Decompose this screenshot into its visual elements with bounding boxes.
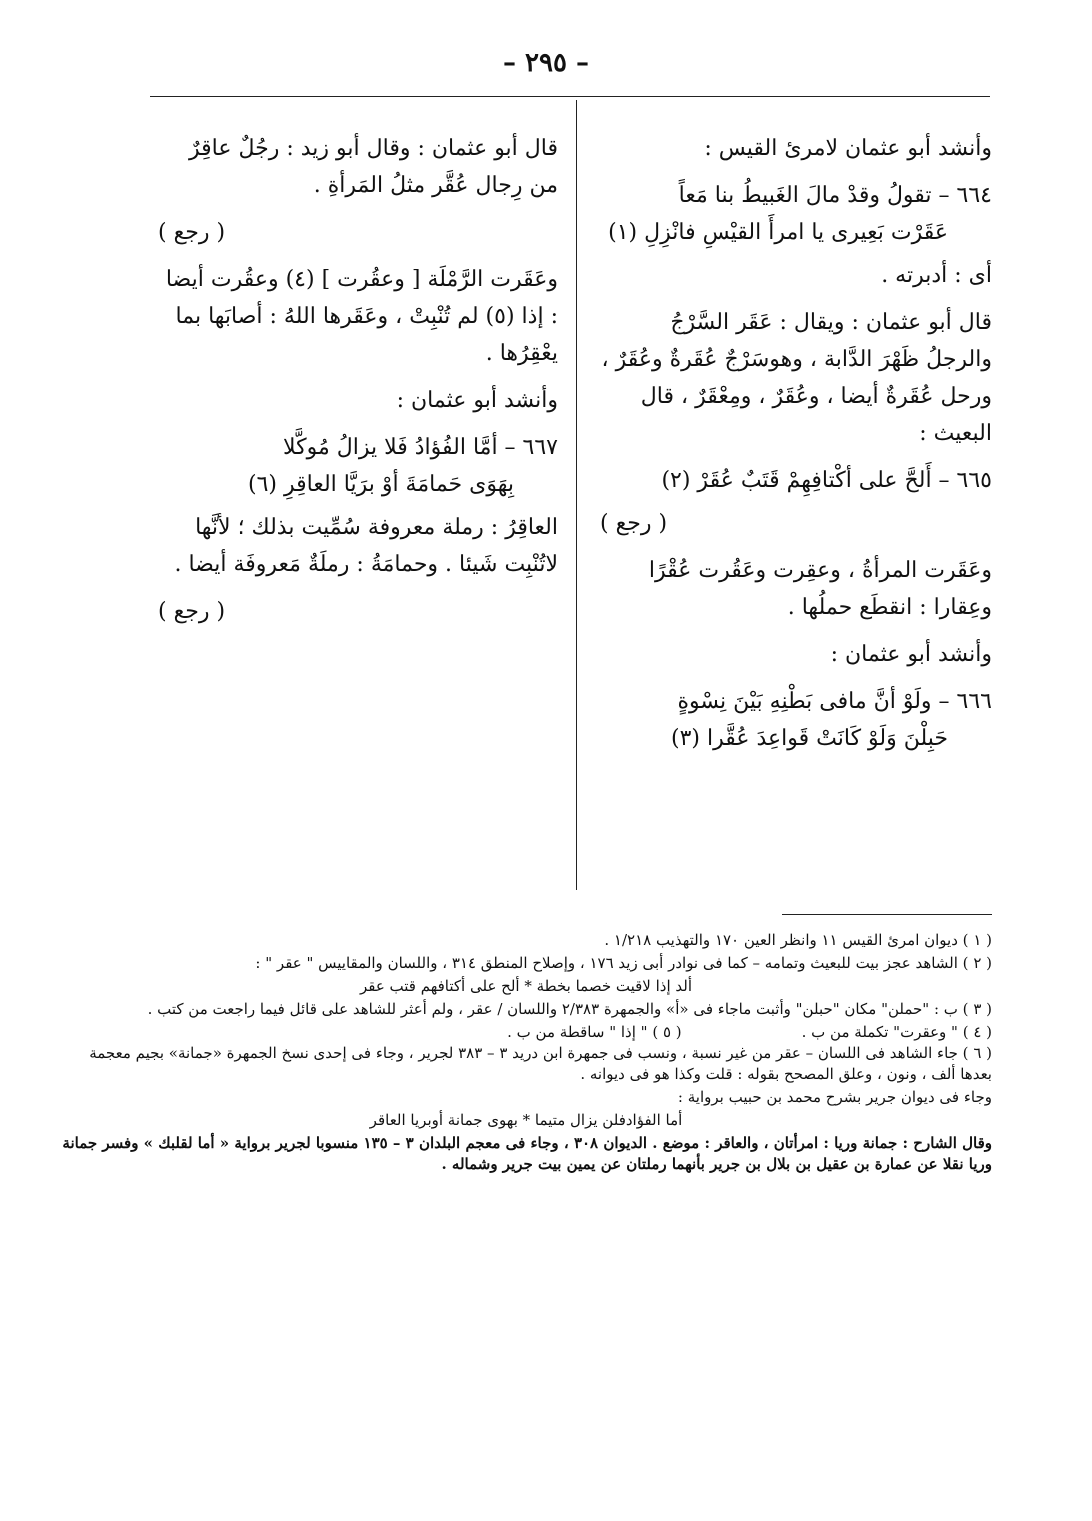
paragraph: العاقِرُ : رملة معروفة سُمِّيت بذلك ؛ لأنَّها لاتُنْبِت شَيئا . وحمامَةُ : رملَةٌ مَعروفَة أيضا . [174,515,558,577]
footnote-row-4-5 [60,1022,992,1043]
paragraph: قال أبو عثمان : وقال أبو زيد : رجُلٌ عاقِرٌ من رِجال عُقَّر مثلُ المَرأةِ . [188,136,558,198]
paragraph: وأنشد أبو عثمان : [396,388,558,413]
verse-line: حَبِلْنَ وَلَوْ كَانَتْ قَواعِدَ عُقَّرا (٣) [670,726,948,751]
page-number: – ٢٩٥ – [502,48,590,78]
paragraph: وأنشد أبو عثمان : [830,642,992,667]
header-rule [150,96,990,97]
footnote-6: ( ٦ ) جاء الشاهد فى اللسان – عقر من غير نسبة ، ونسب فى جمهرة ابن دريد ٣ – ٣٨٣ لجرير ، وجاء فى إحدى نسخ الجمهرة «جمانة» بجيم معجمة بعدها ألف ، ونون ، وعلق المصحح بقوله : قلت وكذا هو فى ديوانه . [89,1044,992,1083]
footnote-6-commentary: وقال الشارح : جمانة وريا : امرأتان ، والعاقر : موضع . الديوان ٣٠٨ ، وجاء فى معجم البلدان ٣ – ١٣٥ منسوبا لجرير برواية « أما لقلبك » وفسر جمانة وريا نقلا عن عمارة بن عقيل بن بلال بن جرير بأنهما رملتان عن يمين بيت جرير وشماله . [62,1134,992,1173]
paragraph: وأنشد أبو عثمان لامرئ القيس : [704,136,992,161]
footnote-5: ( ٥ ) " إذا " ساقطة من ب . [507,1023,682,1041]
paragraph: وعَقَرت المرأةُ ، وعقِرت وعَقُرت عُقْرًا وعِقارا : انقطَع حملُها . [648,558,992,620]
footnote-3: ( ٣ ) ب : "حملن" مكان "حبلن" وأثبت ماجاء فى «أ» والجمهرة ٢/٣٨٣ واللسان / عقر ، ولم أعثر للشاهد على قائل فيما راجعت من كتب . [147,1000,992,1018]
verse-666 [600,683,992,757]
verse-664 [600,177,992,251]
right-column [600,130,992,763]
verse-665 [600,462,992,499]
verse-line: بِهَوَى حَمامَةَ أوْ برَيَّا العاقِرِ (٦) [247,472,514,497]
footnote-2-verse: ألد إذا لاقيت خصما بخطة * ألح على أكتافهم قتب عقر [359,977,693,995]
footnote-1: ( ١ ) ديوان امرئ القيس ١١ وانظر العين ١٧٠ والتهذيب ١/٢١٨ . [604,931,992,949]
footnote-6-continued: وجاء فى ديوان جرير بشرح محمد بن حبيب برواية : [677,1088,992,1106]
rajaa-marker: ( رجع ) [158,220,226,245]
paragraph: وعَقَرت الرَّمْلَة [ وعقُرت ] (٤) وعقُرت أيضا : إذا (٥) لم تُنْبِتْ ، وعَقَرها اللهُ : أصابَها بما يعْقِرُها . [165,267,558,366]
left-column [158,130,558,640]
rajaa-marker: ( رجع ) [158,599,226,624]
paragraph: أى : أدبرته . [881,263,992,288]
footnote-rule [782,914,992,915]
verse-line: ٦٦٧ – أمَّا الفُؤادُ فَلا يزالُ مُوكَّلا [283,435,558,460]
verse-line: ٦٦٤ – تقولُ وقدْ مالَ الغَبيطُ بنا مَعاً [678,183,992,208]
verse-667 [158,429,558,503]
paragraph: قال أبو عثمان : ويقال : عَقَر السَّرْجُ والرجلُ ظَهْرَ الدَّابة ، وهوسَرْجٌ عُقَرةٌ وعُقَرٌ ، ورحل عُقَرةٌ أيضا ، وعُقَرٌ ، ومِعْقَرٌ ، قال البعيث : [601,310,992,446]
verse-line: ٦٦٥ – أَلحَّ على أكْتافِهِمْ قَتَبٌ عُقَرْ (٢) [661,468,992,493]
column-divider [576,100,577,890]
rajaa-marker: ( رجع ) [600,511,668,536]
footnote-2: ( ٢ ) الشاهد عجز بيت للبعيث وتمامه – كما فى نوادر أبى زيد ١٧٦ ، وإصلاح المنطق ٣١٤ ، واللسان والمقاييس " عقر " : [255,954,992,972]
footnote-4: ( ٤ ) " وعقرت" تكملة من ب . [801,1023,992,1041]
footnote-6-verse: أما الفؤادفلن يزال متيما * بهوى جمانة أوبريا العاقر [369,1111,683,1129]
footnotes [60,930,992,1177]
verse-line: ٦٦٦ – ولَوْ أنَّ مافى بَطْنِهِ بَيْنَ نِسْوةٍ [677,689,992,714]
verse-line: عَقَرْت بَعِيرى يا امرأَ القيْسِ فانْزِلِ (١) [608,220,948,245]
